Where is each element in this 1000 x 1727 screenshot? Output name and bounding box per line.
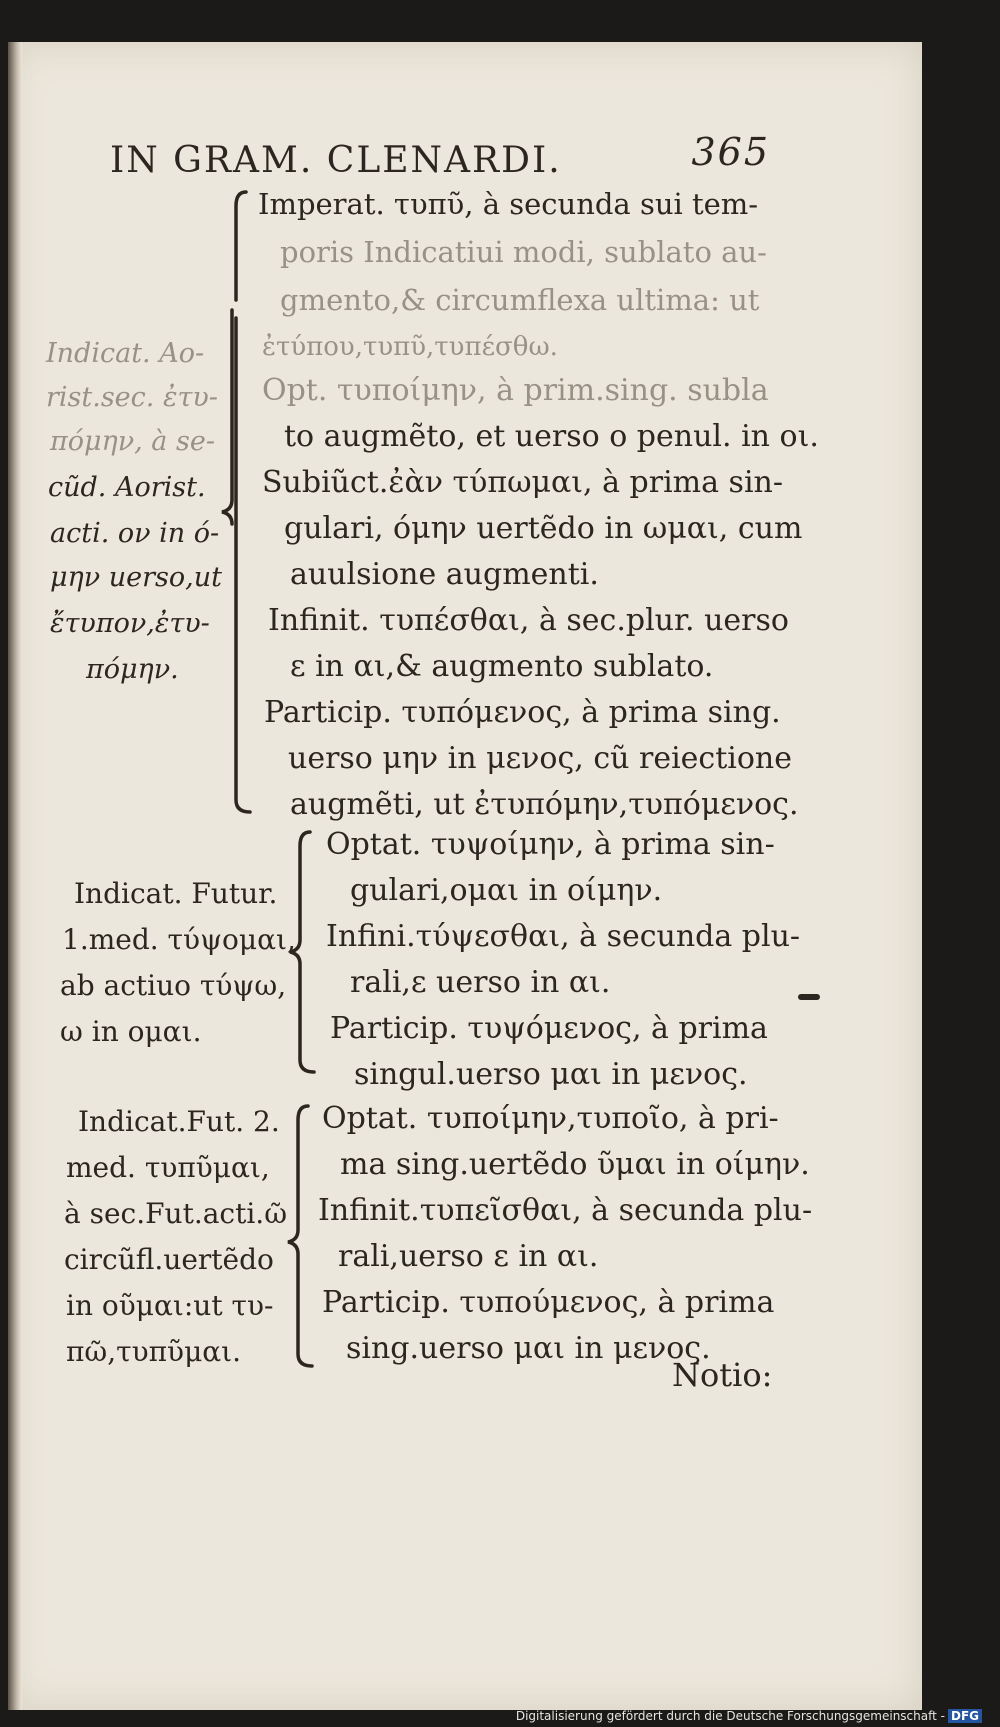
main-line: augmẽti, ut ἐτυπόμην,τυπόμενος. xyxy=(290,787,799,822)
main-line: rali,uerso ε in αι. xyxy=(338,1239,599,1274)
sidenote-line: πῶ,τυπῦμαι. xyxy=(66,1335,242,1368)
main-line: Particip. τυψόμενος, à prima xyxy=(330,1011,768,1046)
main-line: Infinit. τυπέσθαι, à sec.plur. uerso xyxy=(268,603,789,638)
sidenote-line: Indicat. Futur. xyxy=(74,877,278,910)
main-line: Subiũct.ἐὰν τύπωμαι, à prima sin- xyxy=(262,465,784,500)
sidenote-line: ab actiuo τύψω, xyxy=(60,969,287,1002)
sidenote-line: acti. ον in ό- xyxy=(50,518,220,549)
main-line: Particip. τυπόμενος, à prima sing. xyxy=(264,695,781,730)
main-line: uerso μην in μενος, cũ reiectione xyxy=(288,741,793,776)
sidenote-line: μην uerso,ut xyxy=(50,562,222,593)
sidenote-line: πόμην. xyxy=(86,654,179,685)
main-line: gmento,& circumflexa ultima: ut xyxy=(280,283,760,317)
main-line: ma sing.uertẽdo ῦμαι in οίμην. xyxy=(340,1147,810,1182)
main-line: gulari, όμην uertẽdo in ωμαι, cum xyxy=(284,511,803,546)
main-line: Opt. τυποίμην, à prim.sing. subla xyxy=(262,373,769,408)
bracket-aorist2-main xyxy=(236,318,250,812)
main-line: Infini.τύψεσθαι, à secunda plu- xyxy=(326,919,801,954)
sidenote-line: πόμην, à se- xyxy=(50,426,215,457)
header-title: IN GRAM. CLENARDI. xyxy=(110,140,562,181)
main-line: ἐτύπου,τυπῦ,τυπέσθω. xyxy=(262,332,558,362)
main-line: Imperat. τυπῦ, à secunda sui tem- xyxy=(258,187,759,221)
dfg-logo: DFG xyxy=(948,1709,982,1723)
footer-text: Digitalisierung gefördert durch die Deutsche Forschungsgemeinschaft - xyxy=(515,1709,945,1723)
main-line: sing.uerso μαι in μενος. xyxy=(346,1331,711,1366)
sidenote-line: Indicat. Ao- xyxy=(46,338,205,369)
bracket-imperat xyxy=(236,192,246,300)
sidenote-line: 1.med. τύψομαι, xyxy=(62,923,296,956)
sidenote-line: in οῦμαι:ut τυ- xyxy=(66,1289,274,1322)
main-line: Particip. τυπούμενος, à prima xyxy=(322,1285,775,1320)
sidenote-line: med. τυπῦμαι, xyxy=(66,1151,270,1184)
sidenote-line: ω in ομαι. xyxy=(60,1015,202,1048)
main-line: gulari,ομαι in οίμην. xyxy=(350,873,663,908)
bracket-future1 xyxy=(290,832,314,1072)
main-line: ε in αι,& augmento sublato. xyxy=(290,649,714,684)
main-line: auulsione augmenti. xyxy=(290,557,599,592)
sidenote-line: cũd. Aorist. xyxy=(48,472,206,503)
main-line: Optat. τυποίμην,τυποῖο, à pri- xyxy=(322,1101,779,1136)
main-line: Optat. τυψοίμην, à prima sin- xyxy=(326,827,775,862)
catchword: Notio: xyxy=(672,1356,773,1394)
margin-dash-mark xyxy=(798,994,820,1000)
main-line: poris Indicatiui modi, sublato au- xyxy=(280,235,767,269)
main-line: singul.uerso μαι in μενος. xyxy=(354,1057,748,1092)
main-line: rali,ε uerso in αι. xyxy=(350,965,611,1000)
sidenote-line: rist.sec. ἐτυ- xyxy=(46,382,218,413)
bracket-future2 xyxy=(288,1106,312,1366)
digitization-footer xyxy=(516,1709,982,1723)
bracket-aorist2-side xyxy=(222,310,232,524)
sidenote-line: Indicat.Fut. 2. xyxy=(78,1105,280,1138)
sidenote-line: ἔτυπον,ἐτυ- xyxy=(50,608,210,639)
page-number: 365 xyxy=(691,130,770,174)
sidenote-line: circũfl.uertẽdo xyxy=(64,1243,274,1276)
main-line: to augmẽto, et uerso ο penul. in οι. xyxy=(284,419,819,454)
sidenote-line: à sec.Fut.acti.ῶ xyxy=(64,1197,288,1230)
main-line: Infinit.τυπεῖσθαι, à secunda plu- xyxy=(318,1193,813,1228)
